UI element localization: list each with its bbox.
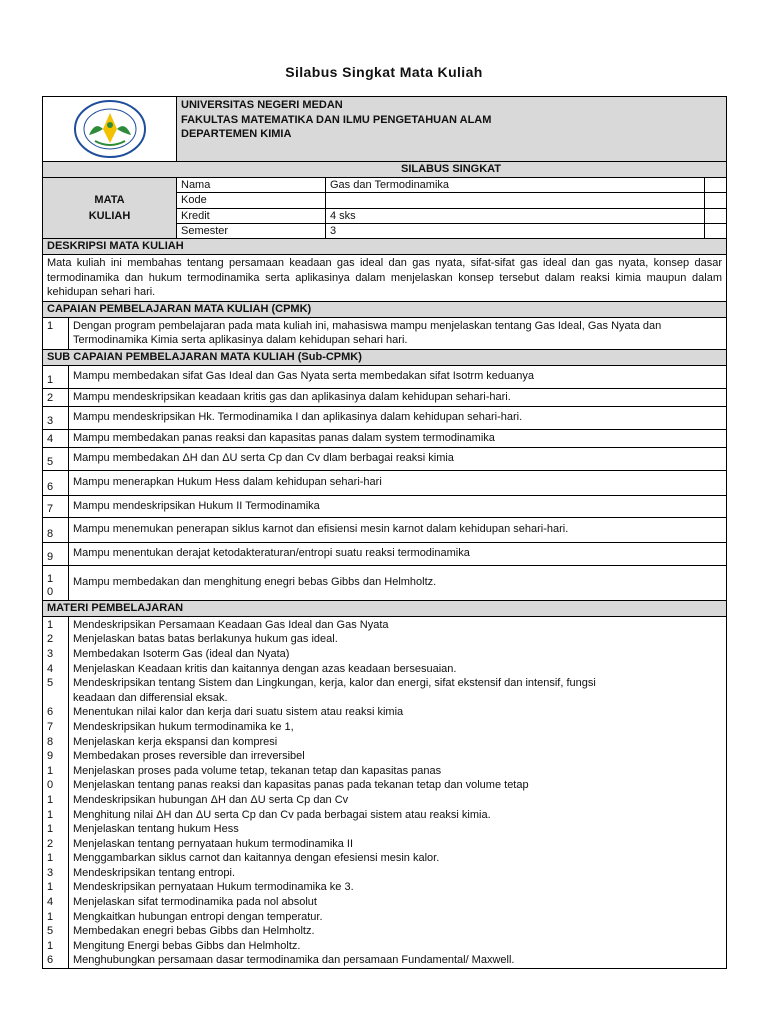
description-text: Mata kuliah ini membahas tentang persamaan keadaan gas ideal dan gas nyata, sifat-sifat gas ideal dan gas nyata, konsep dasar termodinamika dan hukum termodinamika serta aplikasinya dalam menjelaskan konsep tersebut dalam reaksi kimia maupun dalam kehidupan sehari hari. <box>47 257 722 299</box>
description-row <box>43 254 726 301</box>
sub-cpmk-row <box>43 495 726 517</box>
sub-cpmk-heading-row <box>43 349 726 365</box>
materi-number: 1 <box>47 793 54 806</box>
materi-number: 4 <box>47 896 54 909</box>
cpmk-row <box>43 317 726 349</box>
materi-number: 2 <box>47 837 54 850</box>
faculty-name: FAKULTAS MATEMATIKA DAN ILMU PENGETAHUAN ALAM <box>181 113 492 126</box>
cpmk-number: 1 <box>47 319 54 332</box>
course-key: Kode <box>181 194 207 207</box>
sub-cpmk-text: Mampu menentukan derajat ketodakteraturan/entropi suatu reaksi termodinamika <box>68 543 726 565</box>
cpmk-heading: CAPAIAN PEMBELAJARAN MATA KULIAH (CPMK) <box>47 302 312 315</box>
sub-cpmk-text: Mampu menemukan penerapan siklus karnot dan efisiensi mesin karnot dalam kehidupan sehari-hari. <box>68 518 726 542</box>
materi-line: Mendeskripsikan tentang Sistem dan Lingkungan, kerja, kalor dan energi, sifat ekstensif dan intensif, fungsi <box>73 677 596 690</box>
materi-line: Mendeskripsikan tentang entropi. <box>73 866 236 879</box>
sub-cpmk-number: 1 0 <box>47 572 54 598</box>
materi-number: 1 <box>47 823 54 836</box>
materi-line: Menjelaskan kerja ekspansi dan kompresi <box>73 735 278 748</box>
sub-cpmk-number: 1 <box>47 373 54 386</box>
materi-line: Menjelaskan batas batas berlakunya hukum gas ideal. <box>73 633 338 646</box>
syllabus-heading-row <box>43 161 726 177</box>
materi-number: 1 <box>47 910 54 923</box>
sub-cpmk-row <box>43 429 726 447</box>
university-logo <box>43 97 176 161</box>
materi-heading-row <box>43 600 726 616</box>
cpmk-text: Dengan program pembelajaran pada mata kuliah ini, mahasiswa mampu menjelaskan tentang Gas Ideal, Gas Nyata dan Termodinamika Kimia serta aplikasinya dalam kehidupan sehari hari. <box>68 318 726 349</box>
course-label-line2: KULIAH <box>88 210 131 222</box>
materi-line: Menghitung nilai ΔH dan ΔU serta Cp dan Cv pada berbagai sistem atau reaksi kimia. <box>73 808 491 821</box>
course-value: 3 <box>325 224 704 238</box>
sub-cpmk-row <box>43 542 726 565</box>
materi-number: 3 <box>47 866 54 879</box>
cpmk-heading-row <box>43 301 726 317</box>
sub-cpmk-number: 9 <box>47 550 54 563</box>
materi-number: 1 <box>47 939 54 952</box>
sub-cpmk-text: Mampu membedakan ΔH dan ΔU serta Cp dan Cv dlam berbagai reaksi kimia <box>68 448 726 470</box>
materi-line: Menjelaskan Keadaan kritis dan kaitannya dengan azas keadaan bersesuaian. <box>73 662 457 675</box>
document-title: Silabus Singkat Mata Kuliah <box>285 64 483 80</box>
course-details <box>176 178 726 238</box>
course-key: Semester <box>181 224 229 237</box>
sub-cpmk-number: 7 <box>47 502 54 515</box>
materi-number: 2 <box>47 633 54 646</box>
sub-cpmk-number: 4 <box>47 432 54 445</box>
materi-line: Menjelaskan tentang panas reaksi dan kapasitas panas pada tekanan tetap dan volume tetap <box>73 779 529 792</box>
sub-cpmk-text: Mampu menerapkan Hukum Hess dalam kehidupan sehari-hari <box>68 471 726 495</box>
materi-list <box>43 616 726 968</box>
sub-cpmk-text: Mampu membedakan panas reaksi dan kapasitas panas dalam system termodinamika <box>68 430 726 447</box>
materi-line: Menggambarkan siklus carnot dan kaitannya dengan efesiensi mesin kalor. <box>73 852 440 865</box>
materi-line: Mendeskripsikan Persamaan Keadaan Gas Ideal dan Gas Nyata <box>73 618 389 631</box>
sub-cpmk-row <box>43 388 726 406</box>
materi-line: Menjelaskan tentang hukum Hess <box>73 823 239 836</box>
sub-cpmk-text: Mampu mendeskripsikan Hk. Termodinamika I dan aplikasinya dalam kehidupan sehari-hari. <box>68 407 726 429</box>
sub-cpmk-row <box>43 517 726 542</box>
materi-line: Menentukan nilai kalor dan kerja dari suatu sistem atau reaksi kimia <box>73 706 404 719</box>
course-row-kode <box>177 192 726 207</box>
materi-number: 5 <box>47 677 54 690</box>
syllabus-table <box>42 96 727 969</box>
materi-number <box>47 691 68 706</box>
materi-line: Mengkaitkan hubungan entropi dengan temperatur. <box>73 910 323 923</box>
sub-cpmk-text: Mampu mendeskripsikan Hukum II Termodinamika <box>68 496 726 517</box>
course-row-kredit <box>177 208 726 223</box>
materi-number: 1 <box>47 852 54 865</box>
sub-cpmk-text: Mampu membedakan dan menghitung enegri bebas Gibbs dan Helmholtz. <box>68 566 726 600</box>
sub-cpmk-row <box>43 406 726 429</box>
materi-number: 1 <box>47 764 54 777</box>
materi-line: Mendeskripsikan hukum termodinamika ke 1, <box>73 720 294 733</box>
sub-cpmk-number: 8 <box>47 527 54 540</box>
sub-cpmk-number: 6 <box>47 480 54 493</box>
materi-line: Membedakan enegri bebas Gibbs dan Helmholtz. <box>73 925 315 938</box>
course-value <box>325 193 704 207</box>
materi-number: 3 <box>47 647 54 660</box>
sub-cpmk-row <box>43 565 726 600</box>
materi-lines <box>68 617 726 968</box>
university-info <box>176 97 726 161</box>
materi-number: 6 <box>47 954 54 967</box>
course-value: 4 sks <box>325 209 704 223</box>
materi-line: Menjelaskan tentang pernyataan hukum termodinamika II <box>73 837 354 850</box>
materi-number: 7 <box>47 720 54 733</box>
materi-line: Menjelaskan sifat termodinamika pada nol absolut <box>73 896 317 909</box>
materi-numbers <box>43 617 68 968</box>
course-value: Gas dan Termodinamika <box>325 178 704 192</box>
materi-number: 4 <box>47 662 54 675</box>
sub-cpmk-row <box>43 365 726 388</box>
materi-line: Menjelaskan proses pada volume tetap, tekanan tetap dan kapasitas panas <box>73 764 442 777</box>
materi-line: Menghubungkan persamaan dasar termodinamika dan persamaan Fundamental/ Maxwell. <box>73 954 515 967</box>
materi-number: 9 <box>47 750 54 763</box>
materi-number: 0 <box>47 779 54 792</box>
syllabus-heading: SILABUS SINGKAT <box>400 163 502 176</box>
course-key: Kredit <box>181 209 210 222</box>
course-label-line1: MATA <box>94 194 125 206</box>
unimed-logo-icon <box>73 99 147 159</box>
materi-line: Mendeskripsikan hubungan ΔH dan ΔU serta Cp dan Cv <box>73 793 349 806</box>
sub-cpmk-number: 3 <box>47 414 54 427</box>
materi-number: 5 <box>47 925 54 938</box>
materi-number: 1 <box>47 618 54 631</box>
materi-heading: MATERI PEMBELAJARAN <box>47 601 184 614</box>
course-row-nama <box>177 178 726 192</box>
sub-cpmk-heading: SUB CAPAIAN PEMBELAJARAN MATA KULIAH (Sub-CPMK) <box>47 350 362 363</box>
sub-cpmk-number: 5 <box>47 455 54 468</box>
materi-line: Membedakan Isoterm Gas (ideal dan Nyata) <box>73 647 290 660</box>
description-heading-row <box>43 238 726 254</box>
course-row-semester <box>177 223 726 238</box>
university-header <box>43 97 726 161</box>
sub-cpmk-row <box>43 447 726 470</box>
university-name: UNIVERSITAS NEGERI MEDAN <box>181 99 343 111</box>
sub-cpmk-text: Mampu mendeskripsikan keadaan kritis gas dan aplikasinya dalam kehidupan sehari-hari. <box>68 389 726 406</box>
department-name: DEPARTEMEN KIMIA <box>181 128 292 140</box>
sub-cpmk-list <box>43 365 726 600</box>
materi-line: keadaan dan differensial eksak. <box>73 691 228 704</box>
materi-number: 1 <box>47 881 54 894</box>
materi-number: 1 <box>47 808 54 821</box>
materi-line: Mengitung Energi bebas Gibbs dan Helmholtz. <box>73 939 301 952</box>
sub-cpmk-row <box>43 470 726 495</box>
materi-number: 8 <box>47 735 54 748</box>
sub-cpmk-number: 2 <box>47 391 54 404</box>
course-key: Nama <box>181 179 211 191</box>
materi-line: Mendeskripsikan pernyataan Hukum termodinamika ke 3. <box>73 881 354 894</box>
materi-line: Membedakan proses reversible dan irreversibel <box>73 750 305 763</box>
materi-number: 6 <box>47 706 54 719</box>
course-info-block <box>43 177 726 238</box>
course-label <box>43 178 176 238</box>
description-heading: DESKRIPSI MATA KULIAH <box>47 240 184 252</box>
sub-cpmk-text: Mampu membedakan sifat Gas Ideal dan Gas Nyata serta membedakan sifat Isotrm keduanya <box>68 366 726 388</box>
